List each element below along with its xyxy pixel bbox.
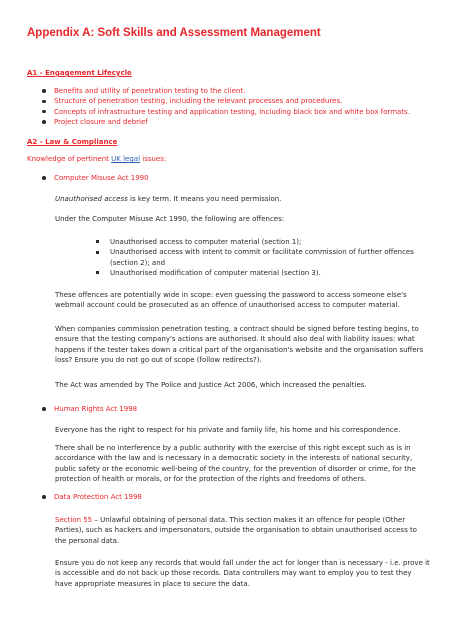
cma-paragraph-4: When companies commission penetration testing, a contract should be signed before testing begins, to ensure that the testing company's actions are authorised. It should also deal with liability issues: what happens if the tester takes down a critical part of the organisation's website and the organisation suffers loss? Ensure you do not go out of scope (follow redirects?). xyxy=(55,325,424,364)
hra-paragraph-2: There shall be no interference by a public authority with the exercise of this right except such as is in accordance with the law and is necessary in a democratic society in the interests of national security, public safety or the economic well-being of the country, for the prevention of disorder or crime, for the protection of health or morals, or for the protection of the rights and freedoms of others. xyxy=(55,444,416,483)
bullet-icon xyxy=(42,495,46,499)
engagement-list xyxy=(42,86,410,127)
law-item-dpa xyxy=(42,492,142,502)
cma-paragraph-1 xyxy=(55,194,430,204)
law-title: Human Rights Act 1998 xyxy=(54,405,138,413)
list-item: Unauthorised access to computer material (section 1); xyxy=(96,237,421,247)
paragraph-text: – Unlawful obtaining of personal data. This section makes it an offence for people (Other Parties), such as hackers and impersonators, outside the organisation to obtain unauthorised access to the personal data. xyxy=(55,516,417,545)
law-item-hra xyxy=(42,404,137,414)
law-title: Computer Misuse Act 1990 xyxy=(54,174,149,182)
list-item: Concepts of infrastructure testing and application testing, including black box and white box formats. xyxy=(42,107,410,117)
list-item: Benefits and utility of penetration testing to the client. xyxy=(42,86,410,96)
dpa-paragraph-2: Ensure you do not keep any records that would fall under the act for longer than is necessary - i.e. prove it is accessible and do not back up those records. Data controllers may want to employ you to test they have appropriate measures in place to secure the data. xyxy=(55,559,430,588)
cma-paragraph-3: These offences are potentially wide in scope: even guessing the password to access someone else's webmail account could be prosecuted as an offence of unauthorised access to computer material. xyxy=(55,291,407,310)
emphasis-term: Unauthorised access xyxy=(55,195,128,203)
uk-legal-link[interactable]: UK legal xyxy=(111,155,141,163)
law-item-cma xyxy=(42,173,149,183)
cma-paragraph-2: Under the Computer Misuse Act 1990, the following are offences: xyxy=(55,215,285,223)
law-intro-pre: Knowledge of pertinent xyxy=(27,155,112,163)
law-title: Data Protection Act 1998 xyxy=(54,493,142,501)
law-intro xyxy=(27,154,166,164)
offences-list xyxy=(96,237,421,278)
page-title: Appendix A: Soft Skills and Assessment Management xyxy=(27,27,321,39)
section-heading-a1: A1 - Engagement Lifecycle xyxy=(27,69,132,77)
bullet-icon xyxy=(42,176,46,180)
law-intro-post: issues: xyxy=(140,155,167,163)
hra-paragraph-1: Everyone has the right to respect for his private and family life, his home and his correspondence. xyxy=(55,426,401,434)
section-heading-a2: A2 - Law & Compliance xyxy=(27,138,118,146)
paragraph-text: is key term. It means you need permission. xyxy=(127,195,282,203)
cma-paragraph-5: The Act was amended by The Police and Justice Act 2006, which increased the penalties. xyxy=(55,381,367,389)
section-reference: Section 55 xyxy=(55,516,93,524)
list-item: Structure of penetration testing, including the relevant processes and procedures. xyxy=(42,96,410,106)
list-item: Unauthorised modification of computer material (section 3). xyxy=(96,268,421,278)
bullet-icon xyxy=(42,407,46,411)
list-item: Unauthorised access with intent to commit or facilitate commission of further offences (section 2); and xyxy=(96,247,421,268)
list-item: Project closure and debrief xyxy=(42,117,410,127)
dpa-paragraph-1 xyxy=(55,515,430,546)
